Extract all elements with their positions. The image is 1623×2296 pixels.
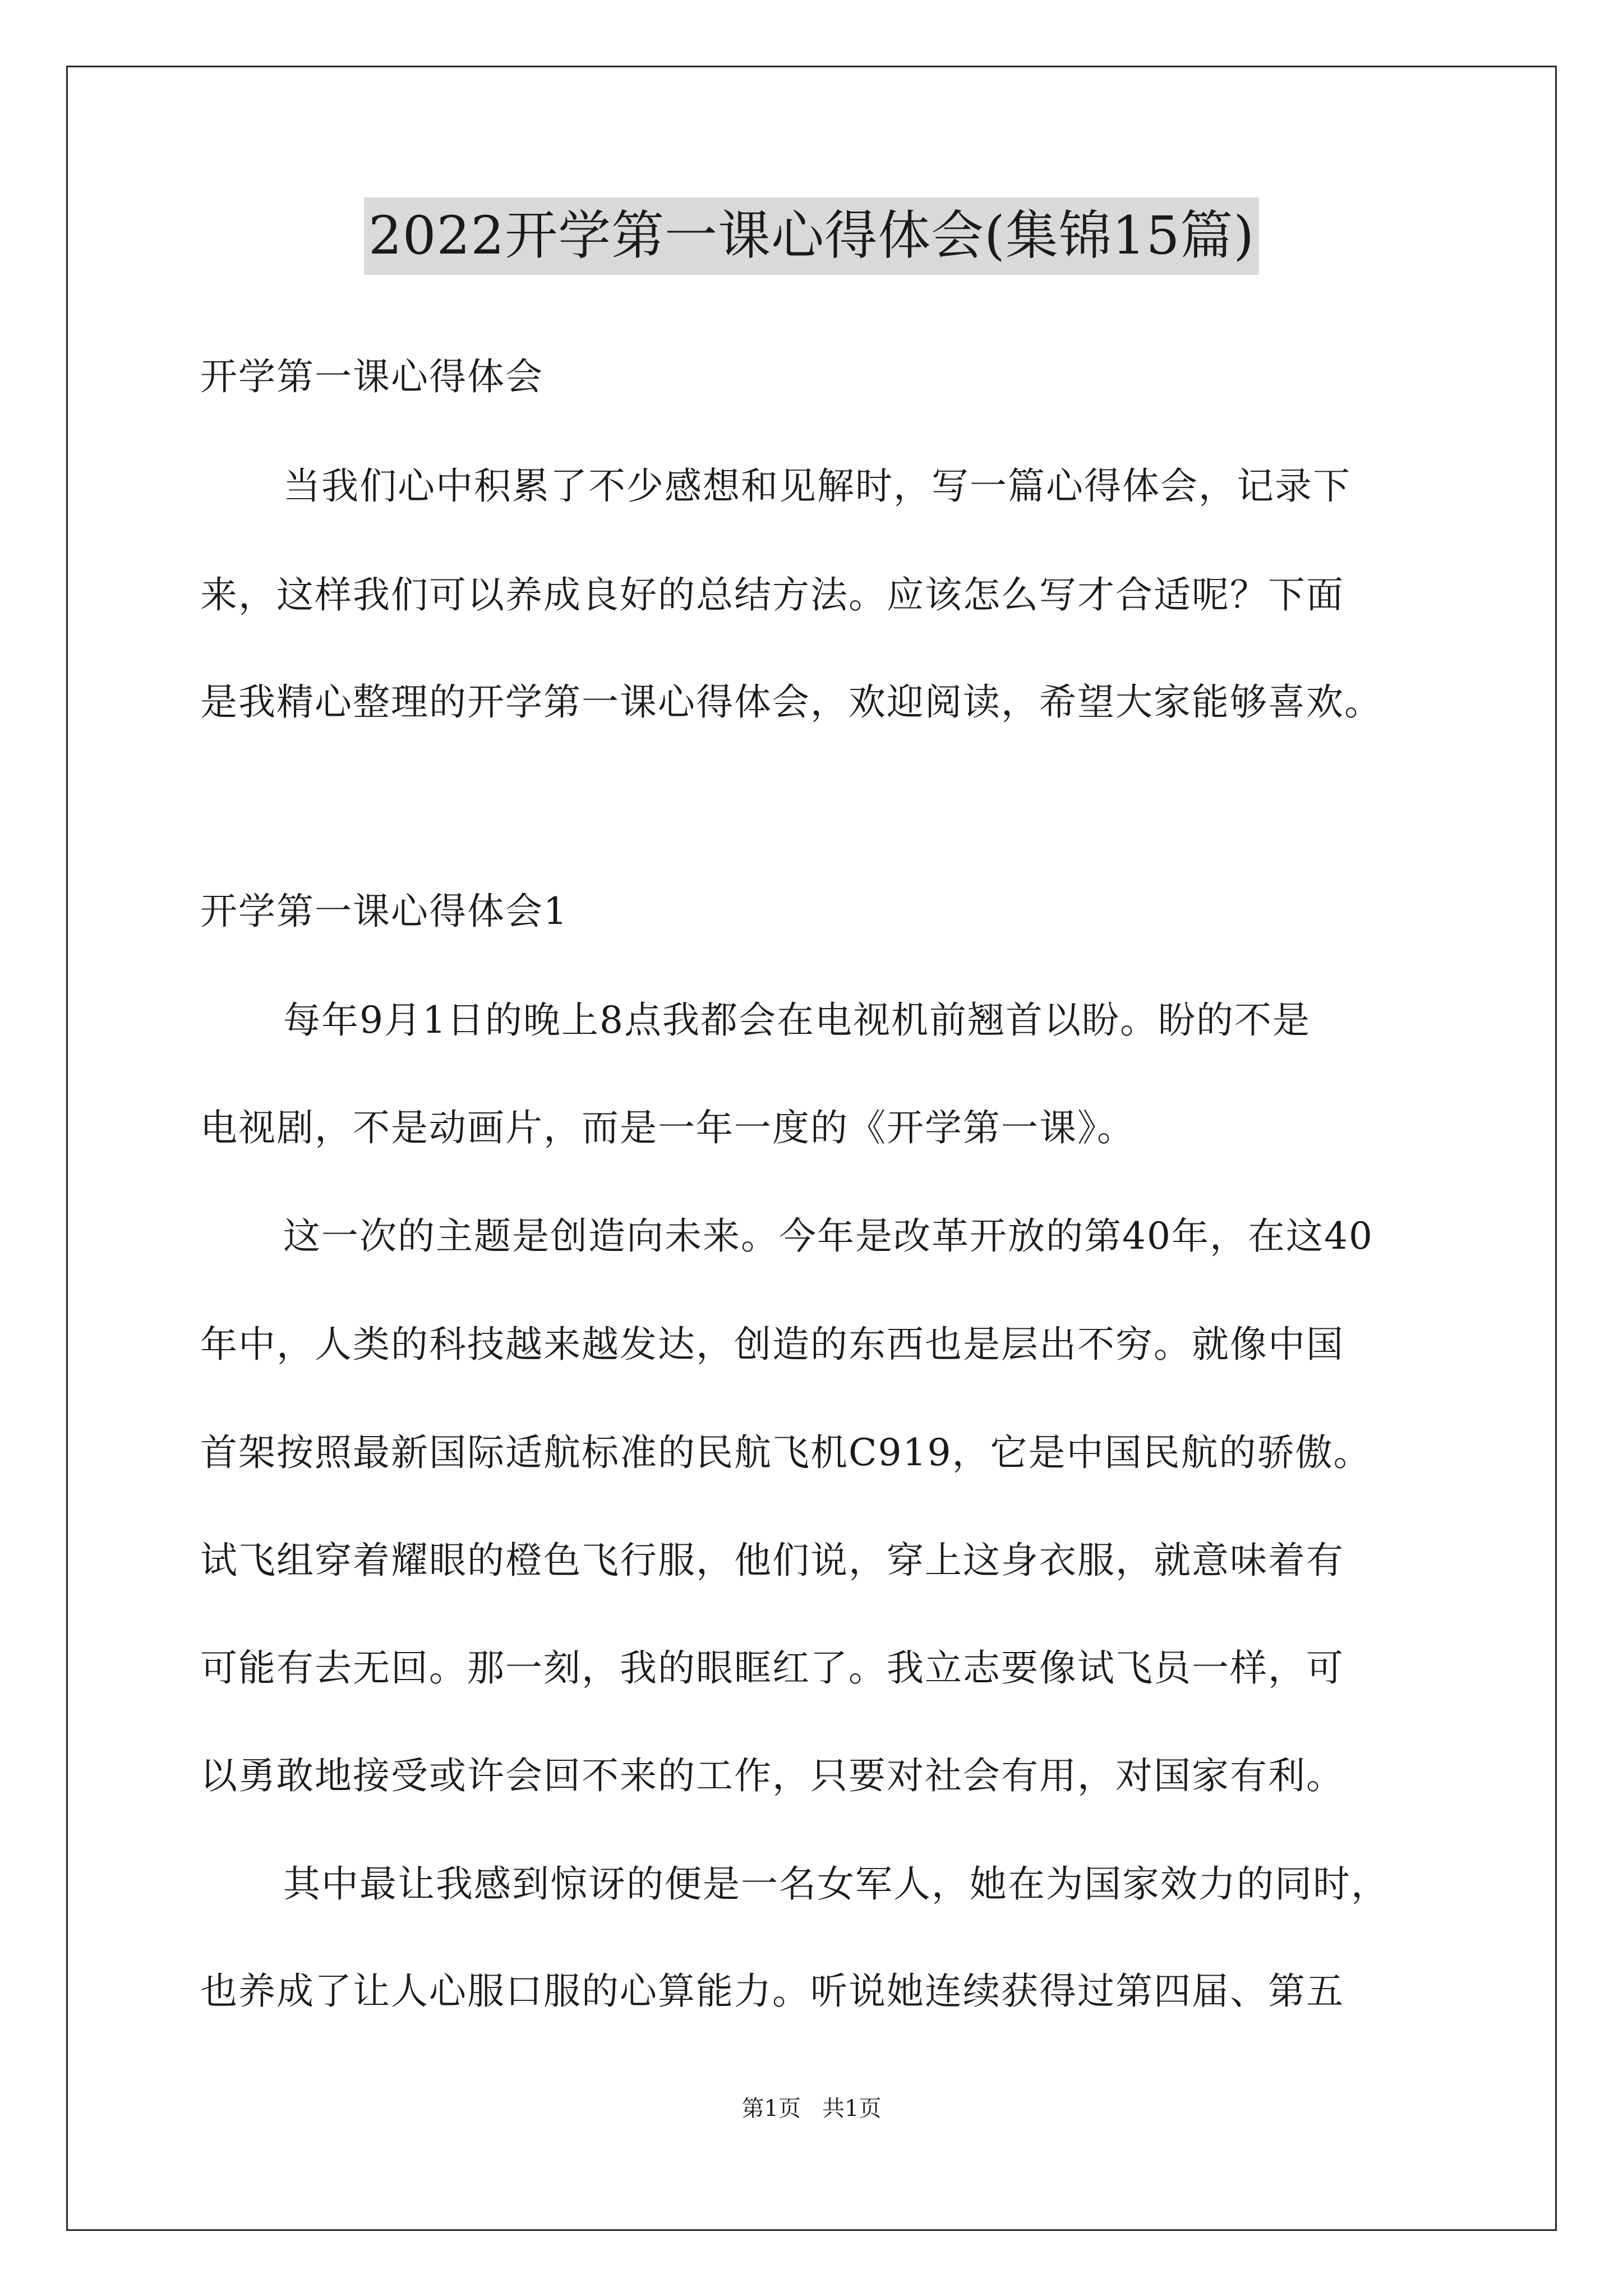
title-container: [0, 197, 1623, 275]
paragraph-line: 以勇敢地接受或许会回不来的工作，只要对社会有用，对国家有利。: [200, 1754, 1344, 1797]
paragraph-line: 可能有去无回。那一刻，我的眼眶红了。我立志要像试飞员一样，可: [200, 1646, 1344, 1690]
paragraph-line: 年中，人类的科技越来越发达，创造的东西也是层出不穷。就像中国: [200, 1323, 1344, 1366]
section-heading: 开学第一课心得体会: [200, 355, 543, 398]
paragraph-line: 首架按照最新国际适航标准的民航飞机C919，它是中国民航的骄傲。: [200, 1431, 1372, 1474]
paragraph-line: 每年9月1日的晚上8点我都会在电视机前翘首以盼。盼的不是: [283, 999, 1311, 1042]
paragraph-line: 当我们心中积累了不少感想和见解时，写一篇心得体会，记录下: [283, 464, 1351, 508]
paragraph-line: 这一次的主题是创造向未来。今年是改革开放的第40年，在这40: [283, 1214, 1373, 1258]
paragraph-line: 试飞组穿着耀眼的橙色飞行服，他们说，穿上这身衣服，就意味着有: [200, 1539, 1344, 1582]
paragraph-line: 其中最让我感到惊讶的便是一名女军人，她在为国家效力的同时，: [283, 1862, 1389, 1906]
page-footer: 第1页 共1页: [741, 2096, 882, 2122]
document-title: 2022开学第一课心得体会(集锦15篇): [364, 197, 1259, 275]
paragraph-line: 电视剧，不是动画片，而是一年一度的《开学第一课》。: [200, 1106, 1135, 1149]
paragraph-line: 是我精心整理的开学第一课心得体会，欢迎阅读，希望大家能够喜欢。: [200, 680, 1382, 724]
section-heading: 开学第一课心得体会1: [200, 890, 568, 933]
paragraph-line: 来，这样我们可以养成良好的总结方法。应该怎么写才合适呢？下面: [200, 573, 1344, 616]
paragraph-line: 也养成了让人心服口服的心算能力。听说她连续获得过第四届、第五: [200, 1970, 1344, 2013]
